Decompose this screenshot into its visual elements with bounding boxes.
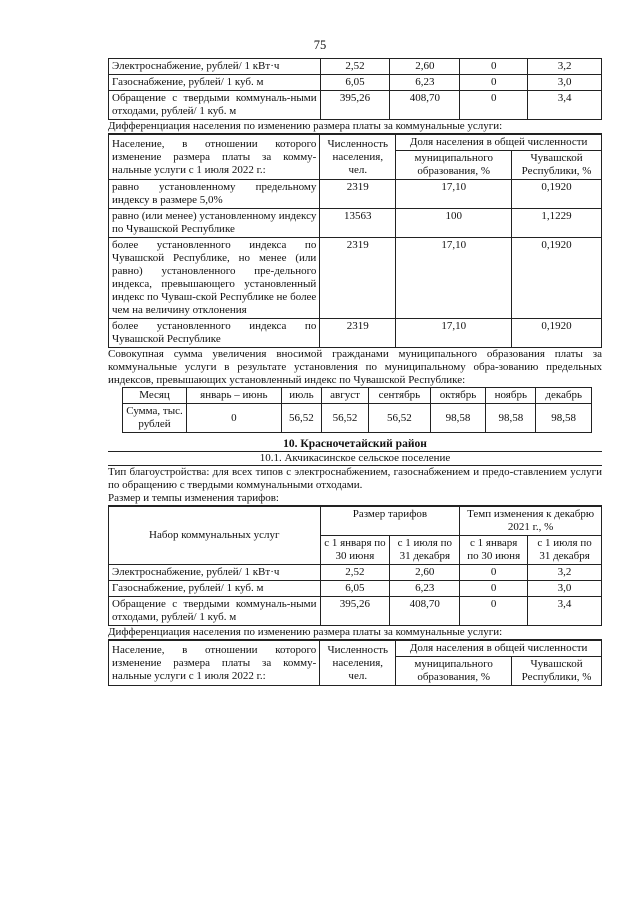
sum-value: 0 [187, 404, 282, 433]
document-body [108, 58, 602, 686]
rate-value: 3,2 [528, 59, 602, 75]
month-cell: октябрь [430, 388, 485, 404]
municipal-header: муниципального образования, % [396, 657, 512, 686]
period-header: с 1 января по 30 июня [320, 536, 390, 565]
table-row [109, 209, 602, 238]
tariff-value: 6,23 [390, 581, 460, 597]
rate-value: 0 [460, 75, 528, 91]
page-number: 75 [313, 38, 327, 52]
service-name: Электроснабжение, рублей/ 1 кВт·ч [109, 59, 321, 75]
rate-value: 3,0 [528, 75, 602, 91]
period-header: с 1 июля по 31 декабря [390, 536, 460, 565]
count-header: Численность населения, чел. [320, 135, 396, 180]
chuvash-value: 0,1920 [512, 238, 602, 319]
tariff-value: 6,23 [390, 75, 460, 91]
chuvash-value: 0,1920 [512, 180, 602, 209]
row-label: равно (или менее) установленному индексу по Чувашской Республике [109, 209, 320, 238]
table-header-row [109, 641, 602, 657]
rate-value: 0 [460, 91, 528, 120]
month-cell: декабрь [536, 388, 592, 404]
tariff-value: 2,60 [390, 59, 460, 75]
tariff-value: 6,05 [320, 581, 390, 597]
differentiation-table [108, 640, 602, 686]
service-name: Электроснабжение, рублей/ 1 кВт·ч [109, 565, 321, 581]
service-header: Набор коммунальных услуг [109, 507, 321, 565]
tariff-value: 408,70 [390, 597, 460, 626]
rate-value: 3,2 [528, 565, 602, 581]
chuvash-header: Чувашской Республики, % [512, 657, 602, 686]
chuvash-value: 0,1920 [512, 319, 602, 348]
sum-value: 98,58 [430, 404, 485, 433]
table-row [109, 597, 602, 626]
count-value: 2319 [320, 238, 396, 319]
size-header: Размер тарифов [320, 507, 460, 536]
settlement-heading: 10.1. Акчикасинское сельское поселение [108, 452, 602, 466]
share-header: Доля населения в общей численности [396, 641, 602, 657]
row-label: более установленного индекса по Чувашской Республике [109, 319, 320, 348]
rate-value: 0 [460, 59, 528, 75]
table-row [109, 565, 602, 581]
municipal-value: 17,10 [396, 238, 512, 319]
municipal-value: 100 [396, 209, 512, 238]
sum-value: 56,52 [322, 404, 369, 433]
service-name: Обращение с твердыми коммуналь-ными отходами, рублей/ 1 куб. м [109, 597, 321, 626]
rate-value: 3,0 [528, 581, 602, 597]
differentiation-title: Дифференциация населения по изменению размера платы за коммунальные услуги: [108, 626, 602, 640]
period-header: с 1 января по 30 июня [460, 536, 528, 565]
municipal-value: 17,10 [396, 319, 512, 348]
row-label: равно установленному предельному индексу в размере 5,0% [109, 180, 320, 209]
table-row [109, 180, 602, 209]
table-row [123, 404, 592, 433]
tariff-value: 2,52 [320, 565, 390, 581]
row-label: более установленного индекса по Чувашской Республике, но менее (или равно) установленного пре-дельного индекса, превышающего установленный индекс по Чуваш-ской Республике не более чем на величину отклонения [109, 238, 320, 319]
month-cell: август [322, 388, 369, 404]
tariff-value: 2,52 [320, 59, 390, 75]
amenity-text: Тип благоустройства: для всех типов с электроснабжением, газоснабжением и предо-ставлением услуги по обращению с твердыми коммунальными отходами. [108, 466, 602, 491]
rate-value: 0 [460, 597, 528, 626]
district-heading: 10. Красночетайский район [108, 437, 602, 452]
tariffs-title: Размер и темпы изменения тарифов: [108, 492, 602, 506]
rate-value: 0 [460, 565, 528, 581]
table-row [109, 581, 602, 597]
table-row [109, 75, 602, 91]
service-name: Газоснабжение, рублей/ 1 куб. м [109, 581, 321, 597]
chuvash-header: Чувашской Республики, % [512, 151, 602, 180]
rate-value: 0 [460, 581, 528, 597]
rate-value: 3,4 [528, 597, 602, 626]
population-header: Население, в отношении которого изменение размера платы за комму-нальные услуги с 1 июля 2022 г.: [109, 641, 320, 686]
differentiation-table [108, 134, 602, 348]
month-cell: июль [281, 388, 321, 404]
service-name: Газоснабжение, рублей/ 1 куб. м [109, 75, 321, 91]
count-value: 13563 [320, 209, 396, 238]
month-cell: ноябрь [486, 388, 536, 404]
table-row [123, 388, 592, 404]
rate-value: 3,4 [528, 91, 602, 120]
tariff-table-continued [108, 58, 602, 120]
sum-value: 98,58 [486, 404, 536, 433]
sum-paragraph: Совокупная сумма увеличения вносимой гражданами муниципального образования платы за коммунальные услуги в результате установления по муниципальному обра-зованию предельных индексов, превышающих установленный индекс по Чувашской Республике: [108, 348, 602, 386]
table-row [109, 59, 602, 75]
month-label: Месяц [123, 388, 187, 404]
monthly-sum-table [122, 387, 592, 433]
count-value: 2319 [320, 319, 396, 348]
sum-label: Сумма, тыс. рублей [123, 404, 187, 433]
sum-value: 98,58 [536, 404, 592, 433]
municipal-value: 17,10 [396, 180, 512, 209]
tariff-value: 395,26 [320, 91, 390, 120]
population-header: Население, в отношении которого изменение размера платы за комму-нальные услуги с 1 июля 2022 г.: [109, 135, 320, 180]
municipal-header: муниципального образования, % [396, 151, 512, 180]
table-row [109, 319, 602, 348]
tariff-value: 395,26 [320, 597, 390, 626]
service-name: Обращение с твердыми коммуналь-ными отходами, рублей/ 1 куб. м [109, 91, 321, 120]
table-header-row [109, 507, 602, 536]
tariff-value: 408,70 [390, 91, 460, 120]
sum-value: 56,52 [368, 404, 430, 433]
share-header: Доля населения в общей численности [396, 135, 602, 151]
period-header: с 1 июля по 31 декабря [528, 536, 602, 565]
table-row [109, 91, 602, 120]
month-cell: сентябрь [368, 388, 430, 404]
count-value: 2319 [320, 180, 396, 209]
tariff-value: 6,05 [320, 75, 390, 91]
count-header: Численность населения, чел. [320, 641, 396, 686]
tariff-value: 2,60 [390, 565, 460, 581]
table-header-row [109, 135, 602, 151]
tariff-table [108, 506, 602, 626]
chuvash-value: 1,1229 [512, 209, 602, 238]
rate-header: Темп изменения к декабрю 2021 г., % [460, 507, 602, 536]
sum-value: 56,52 [281, 404, 321, 433]
month-cell: январь – июнь [187, 388, 282, 404]
differentiation-title: Дифференциация населения по изменению размера платы за коммунальные услуги: [108, 120, 602, 134]
table-row [109, 238, 602, 319]
